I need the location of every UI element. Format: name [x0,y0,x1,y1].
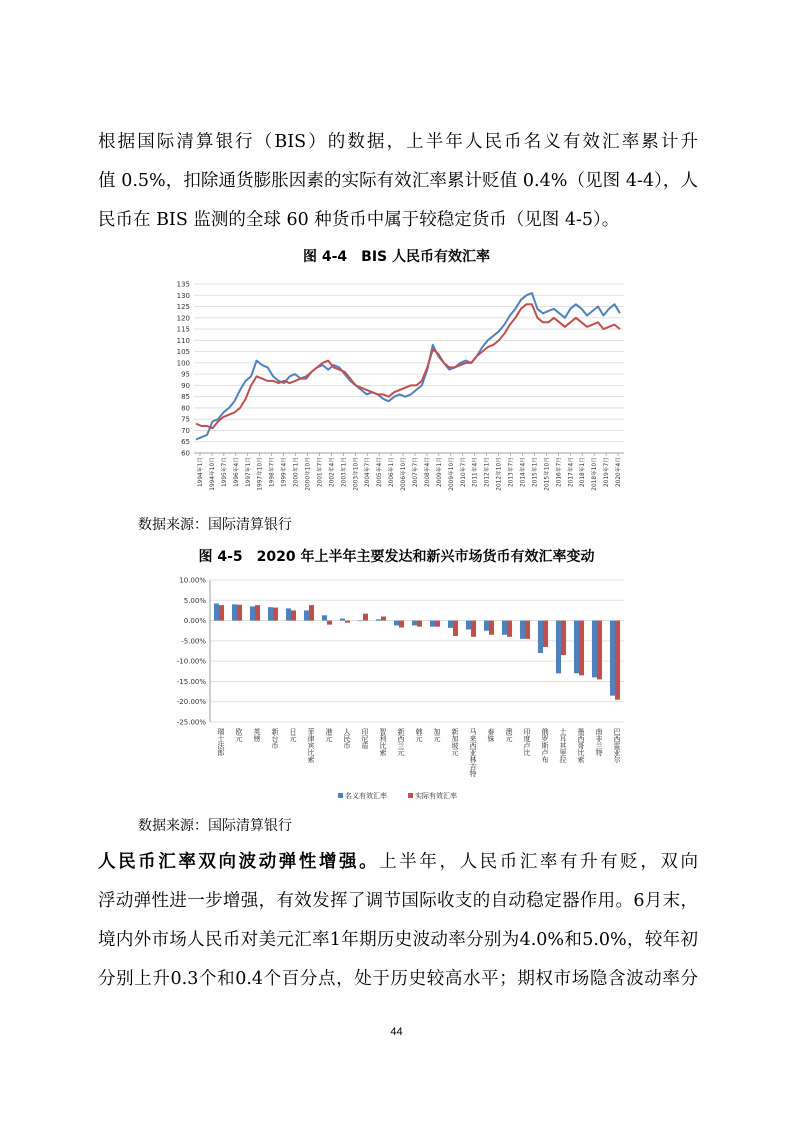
bar [399,621,404,628]
bar [291,610,296,620]
x-tick-label: 2008年4月 [424,457,431,488]
bar [273,608,278,621]
legend-swatch [338,793,343,798]
paragraph-line: 值 0.5%，扣除通货膨胀因素的实际有效汇率累计贬值 0.4%（见图 4-4），人 [98,171,698,191]
paragraph-line [98,843,698,882]
bar [394,621,399,626]
y-tick-label: 75 [181,415,190,424]
x-category-label: 港元 [325,728,333,742]
x-tick-label: 2009年10月 [448,457,455,491]
bar [466,621,471,630]
line-chart-effective-exchange-rate [172,278,632,510]
intro-paragraph [98,123,698,240]
x-tick-label: 2004年7月 [365,457,372,488]
bar [304,610,309,620]
x-tick-label: 2015年1月 [532,457,539,488]
y-tick-label: -20.00% [176,698,206,707]
bar [309,605,314,620]
figure-4-5-title: 图 4-5 2020 年上半年主要发达和新兴市场货币有效汇率变动 [198,549,595,565]
bar [214,604,219,621]
x-category-label: 瑞士法郎 [217,728,225,756]
bar [610,621,615,696]
x-category-label: 墨西哥比索 [577,728,585,763]
bar [430,621,435,627]
x-tick-label: 2014年4月 [520,457,527,488]
bar [376,619,381,620]
bar [250,606,255,620]
volatility-paragraph [98,843,698,999]
bar [484,621,489,631]
x-category-label: 土耳其里拉 [559,728,567,763]
bar [597,621,602,680]
bar [327,621,332,625]
y-tick-label: 135 [176,280,190,289]
x-category-label: 人民币 [343,728,351,749]
y-tick-label: 65 [181,438,190,447]
y-tick-label: 100 [176,359,190,368]
y-tick-label: 10.00% [179,576,206,585]
bar [502,621,507,635]
y-tick-label: 80 [181,404,190,413]
x-category-label: 英镑 [253,728,261,742]
x-tick-label: 1997年10月 [257,457,264,491]
y-tick-label: 95 [181,370,190,379]
x-tick-label: 2013年7月 [508,457,515,488]
x-tick-label: 2002年4月 [329,457,336,488]
bar [232,604,237,620]
x-tick-label: 1994年1月 [197,457,204,488]
y-tick-label: 0.00% [183,617,206,626]
x-tick-label: 1999年4月 [281,457,288,488]
paragraph-line: 浮动弹性进一步增强，有效发挥了调节国际收支的自动稳定器作用。6月末， [98,891,698,911]
x-tick-label: 1998年7月 [269,457,276,488]
x-category-label: 新西兰元 [397,728,405,756]
x-tick-label: 1997年1月 [245,457,252,488]
x-category-label: 智利比索 [379,728,387,756]
x-category-label: 日元 [289,728,297,742]
bar [340,619,345,621]
x-tick-label: 2020年4月 [616,457,623,488]
x-tick-label: 2010年7月 [460,457,467,488]
figure-4-4-title: 图 4-4 BIS 人民币有效汇率 [302,249,490,265]
y-tick-label: 105 [176,348,190,357]
line-chart-svg [172,278,632,510]
legend-swatch [408,793,413,798]
bar [592,621,597,678]
paragraph-line: 民币在 BIS 监测的全球 60 种货币中属于较稳定货币（见图 4-5）。 [98,210,620,230]
bar [412,621,417,626]
x-tick-label: 2018年1月 [580,457,587,488]
bar [561,621,566,655]
y-tick-label: 130 [176,291,190,300]
y-tick-label: 110 [176,336,190,345]
bar [219,605,224,620]
x-tick-label: 1996年4月 [233,457,240,488]
x-tick-label: 2012年10月 [496,457,503,491]
x-category-label: 加元 [433,728,441,742]
figure-4-5-source: 数据来源：国际清算银行 [138,818,292,834]
x-tick-label: 2012年1月 [484,457,491,488]
x-category-label: 俄罗斯卢布 [541,728,549,763]
legend [338,791,457,800]
bar [237,605,242,621]
bar [255,605,260,620]
x-tick-label: 2016年7月 [556,457,563,488]
bar [471,621,476,637]
x-tick-label: 2000年10月 [305,457,312,491]
bar [363,614,368,621]
bar [381,617,386,621]
paragraph-line: 根据国际清算银行（BIS）的数据，上半年人民币名义有效汇率累计升 [98,132,698,152]
x-category-label: 巴西雷亚尔 [613,728,621,763]
y-tick-label: -15.00% [176,677,206,686]
x-tick-label: 2019年7月 [604,457,611,488]
bar [525,621,530,639]
paragraph-line: 境内外市场人民币对美元汇率1年期历史波动率分别为4.0%和5.0%，较年初 [98,930,698,950]
bar [543,621,548,647]
figure-4-4-source: 数据来源：国际清算银行 [138,517,292,533]
x-category-label: 泰铢 [487,728,495,742]
y-tick-label: 85 [181,393,190,402]
x-category-label: 菲律宾比索 [307,728,315,763]
y-tick-label: -10.00% [176,657,206,666]
x-tick-label: 2001年7月 [317,457,324,488]
bar [417,621,422,627]
bar [556,621,561,674]
paragraph-line-rest: 上半年，人民币汇率有升有贬，双向 [379,852,699,872]
bar [322,615,327,620]
x-tick-label: 2015年10月 [544,457,551,491]
bar [574,621,579,674]
series-line [196,304,620,428]
x-category-label: 澳元 [505,728,513,742]
bar [358,621,363,622]
bar-chart-svg [168,572,632,808]
x-tick-label: 2006年10月 [401,457,408,491]
bar [538,621,543,653]
legend-label: 名义有效汇率 [345,792,387,800]
x-tick-label: 2009年1月 [436,457,443,488]
y-tick-label: -25.00% [176,718,206,727]
x-tick-label: 2000年1月 [293,457,300,488]
x-category-label: 马来西亚林吉特 [469,728,477,777]
x-category-label: 印尼盾 [361,728,369,749]
x-category-label: 印度卢比 [523,728,531,756]
bar-chart-currency-change [168,572,632,808]
x-tick-label: 2017年4月 [568,457,575,488]
bar [520,621,525,639]
x-tick-label: 2018年10月 [592,457,599,491]
x-tick-label: 2011年4月 [472,457,479,488]
y-tick-label: 120 [176,314,190,323]
bar [268,607,273,620]
series-line [196,293,620,440]
bar [507,621,512,637]
y-tick-label: 115 [176,325,190,334]
x-tick-label: 2006年1月 [389,457,396,488]
x-tick-label: 2005年4月 [377,457,384,488]
x-category-label: 韩元 [415,728,423,742]
x-category-label: 新加坡元 [451,728,459,756]
y-tick-label: 125 [176,303,190,312]
x-tick-label: 1994年10月 [209,457,216,491]
bar [579,621,584,676]
x-tick-label: 2003年1月 [341,457,348,488]
bar [615,621,620,700]
y-tick-label: 90 [181,381,190,390]
bar [453,621,458,636]
bar [448,621,453,628]
y-tick-label: 5.00% [183,596,206,605]
bar [489,621,494,635]
x-tick-label: 2003年10月 [353,457,360,491]
y-tick-label: 60 [181,449,190,458]
bar [345,621,350,623]
y-tick-label: 70 [181,426,190,435]
legend-label: 实际有效汇率 [415,792,457,800]
x-tick-label: 2007年7月 [412,457,419,488]
x-category-label: 欧元 [235,728,243,742]
x-category-label: 新台币 [271,728,279,749]
page-number: 44 [390,1026,403,1038]
bar [435,621,440,627]
bar [286,608,291,620]
y-tick-label: -5.00% [181,637,206,646]
x-category-label: 南非兰特 [595,728,603,756]
x-tick-label: 1995年7月 [221,457,228,488]
paragraph-lead-heading: 人民币汇率双向波动弹性增强。 [98,852,380,872]
paragraph-line: 分别上升0.3个和0.4个百分点，处于历史较高水平；期权市场隐含波动率分 [98,969,698,989]
